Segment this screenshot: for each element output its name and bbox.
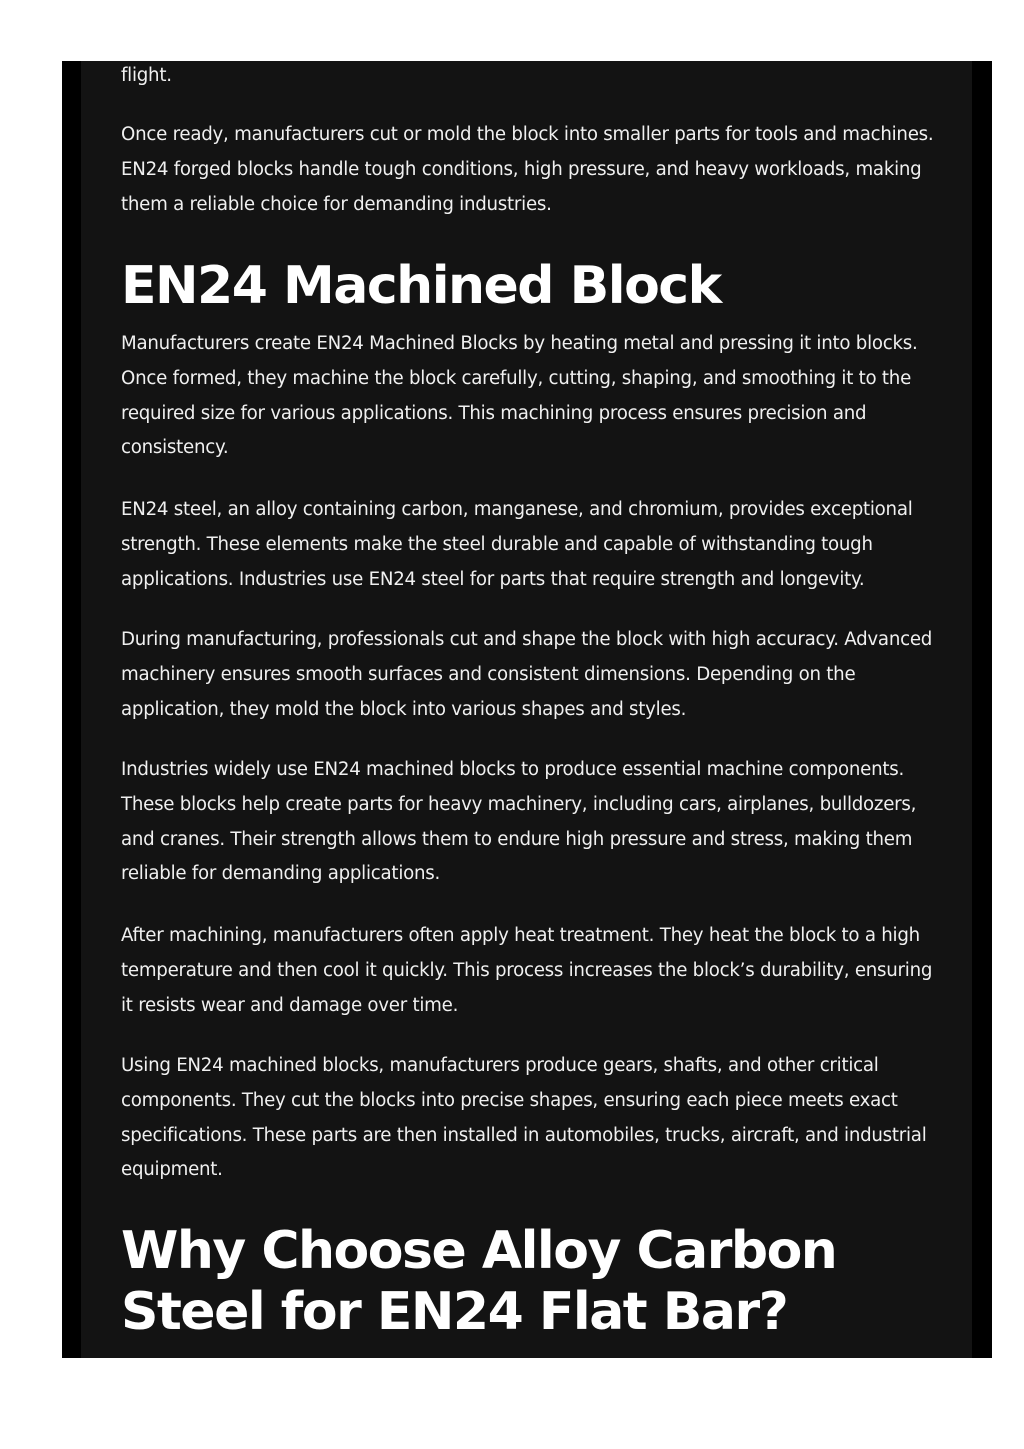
heading-machined-block: EN24 Machined Block: [121, 256, 721, 316]
content-panel: [81, 61, 972, 1358]
heading-why-choose: Why Choose Alloy Carbon Steel for EN24 Flat Bar?: [121, 1221, 837, 1342]
paragraph-machined-3: During manufacturing, professionals cut and shape the block with high accuracy. Advanced machinery ensures smooth surfaces and consistent dimensions. Depending on the application, they mold the block into various shapes and styles.: [121, 629, 933, 720]
paragraph-machined-6: Using EN24 machined blocks, manufacturers produce gears, shafts, and other critical components. They cut the blocks into precise shapes, ensuring each piece meets exact specifications. These parts are then installed in automobiles, trucks, aircraft, and industrial equipment.: [121, 1055, 927, 1181]
paragraph-machined-5: After machining, manufacturers often apply heat treatment. They heat the block to a high temperature and then cool it quickly. This process increases the block’s durability, ensuring it resists wear and damage over time.: [121, 925, 933, 1016]
paragraph-intro: Once ready, manufacturers cut or mold the block into smaller parts for tools and machines. EN24 forged blocks handle tough conditions, high pressure, and heavy workloads, making them a reliable choice for demanding industries.: [121, 124, 934, 215]
paragraph-machined-2: EN24 steel, an alloy containing carbon, manganese, and chromium, provides exceptional strength. These elements make the steel durable and capable of withstanding tough applications. Industries use EN24 steel for parts that require strength and longevity.: [121, 499, 913, 590]
page-frame: [62, 61, 992, 1358]
paragraph-machined-1: Manufacturers create EN24 Machined Blocks by heating metal and pressing it into blocks. Once formed, they machine the block carefully, cutting, shaping, and smoothing it to the required size for various applications. This machining process ensures precision and consistency.: [121, 333, 918, 459]
paragraph-machined-4: Industries widely use EN24 machined blocks to produce essential machine components. These blocks help create parts for heavy machinery, including cars, airplanes, bulldozers, and cranes. Their strength allows them to endure high pressure and stress, making them reliable for demanding applications.: [121, 759, 917, 885]
paragraph-tail: flight.: [121, 65, 172, 86]
